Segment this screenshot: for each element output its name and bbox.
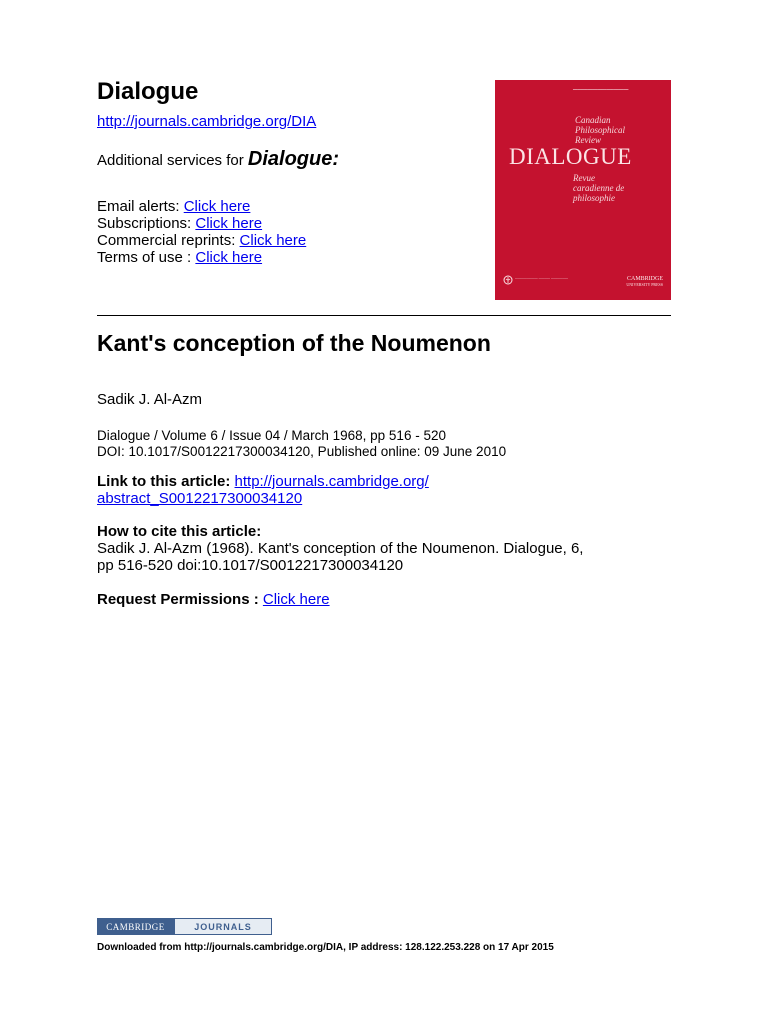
cover-series-line: Review bbox=[575, 135, 601, 145]
cite-text-line: Sadik J. Al-Azm (1968). Kant's conception of the Noumenon. Dialogue, 6, bbox=[97, 540, 584, 557]
additional-services bbox=[97, 148, 339, 171]
doi-line: DOI: 10.1017/S0012217300034120, Published online: 09 June 2010 bbox=[97, 444, 507, 459]
email-alerts-link[interactable]: Click here bbox=[183, 198, 251, 215]
cover-title: DIALOGUE bbox=[509, 144, 632, 169]
issue-line: Dialogue / Volume 6 / Issue 04 / March 1968, pp 516 - 520 bbox=[97, 428, 446, 443]
cover-press-line: UNIVERSITY PRESS bbox=[626, 282, 663, 287]
association-logo-icon bbox=[503, 275, 513, 285]
commercial-reprints-link[interactable]: Click here bbox=[239, 232, 307, 249]
service-label: Commercial reprints: bbox=[97, 232, 240, 249]
service-label: Email alerts: bbox=[97, 198, 184, 215]
subscriptions-link[interactable]: Click here bbox=[195, 215, 263, 232]
cover-series-line: Canadian bbox=[575, 115, 611, 125]
citation-info bbox=[97, 428, 506, 460]
service-label: Subscriptions: bbox=[97, 215, 196, 232]
additional-services-journal: Dialogue: bbox=[247, 148, 340, 170]
permissions-row bbox=[97, 591, 330, 608]
logo-cambridge-text: CAMBRIDGE bbox=[97, 918, 174, 935]
service-commercial-reprints bbox=[97, 232, 306, 249]
journal-url-row bbox=[97, 113, 316, 130]
cover-association-text: ──────── ──── ────── bbox=[515, 276, 569, 281]
article-title: Kant's conception of the Noumenon bbox=[97, 330, 491, 356]
permissions-link[interactable]: Click here bbox=[262, 591, 330, 608]
article-link-url-part2[interactable]: abstract_S0012217300034120 bbox=[97, 490, 303, 507]
cover-press-line: CAMBRIDGE bbox=[626, 276, 663, 282]
terms-of-use-link[interactable]: Click here bbox=[195, 249, 263, 266]
download-footer: Downloaded from http://journals.cambridge.org/DIA, IP address: 128.122.253.228 on 17 Apr 2015 bbox=[97, 942, 554, 953]
cover-series bbox=[575, 115, 625, 145]
service-label: Terms of use : bbox=[97, 249, 196, 266]
article-author: Sadik J. Al-Azm bbox=[97, 391, 203, 408]
article-link-label: Link to this article: bbox=[97, 473, 235, 490]
services-list bbox=[97, 198, 306, 266]
journal-url-link[interactable]: http://journals.cambridge.org/DIA bbox=[97, 113, 317, 130]
journal-cover-image bbox=[495, 80, 671, 300]
cover-press bbox=[626, 276, 663, 288]
logo-journals-text: JOURNALS bbox=[174, 918, 272, 935]
service-subscriptions bbox=[97, 215, 306, 232]
cover-revue-line: philosophie bbox=[573, 193, 615, 203]
cambridge-journals-logo bbox=[97, 918, 272, 935]
service-email-alerts bbox=[97, 198, 306, 215]
cite-label: How to cite this article: bbox=[97, 523, 262, 540]
cover-volume-line: ━━━━━━━━━━━━━━━━━━━━━━━ bbox=[573, 87, 629, 92]
article-link-url-part1[interactable]: http://journals.cambridge.org/ bbox=[234, 473, 429, 490]
cover-series-line: Philosophical bbox=[575, 125, 625, 135]
cover-revue bbox=[573, 173, 624, 203]
cover-revue-line: Revue bbox=[573, 173, 595, 183]
divider bbox=[97, 315, 671, 316]
cite-text-line: pp 516-520 doi:10.1017/S0012217300034120 bbox=[97, 557, 404, 574]
service-terms-of-use bbox=[97, 249, 306, 266]
permissions-label: Request Permissions : bbox=[97, 591, 263, 608]
article-link-block bbox=[97, 473, 429, 507]
cover-revue-line: caradienne de bbox=[573, 183, 625, 193]
journal-title: Dialogue bbox=[97, 78, 199, 105]
additional-services-label: Additional services for bbox=[97, 152, 248, 169]
cite-block bbox=[97, 523, 697, 574]
